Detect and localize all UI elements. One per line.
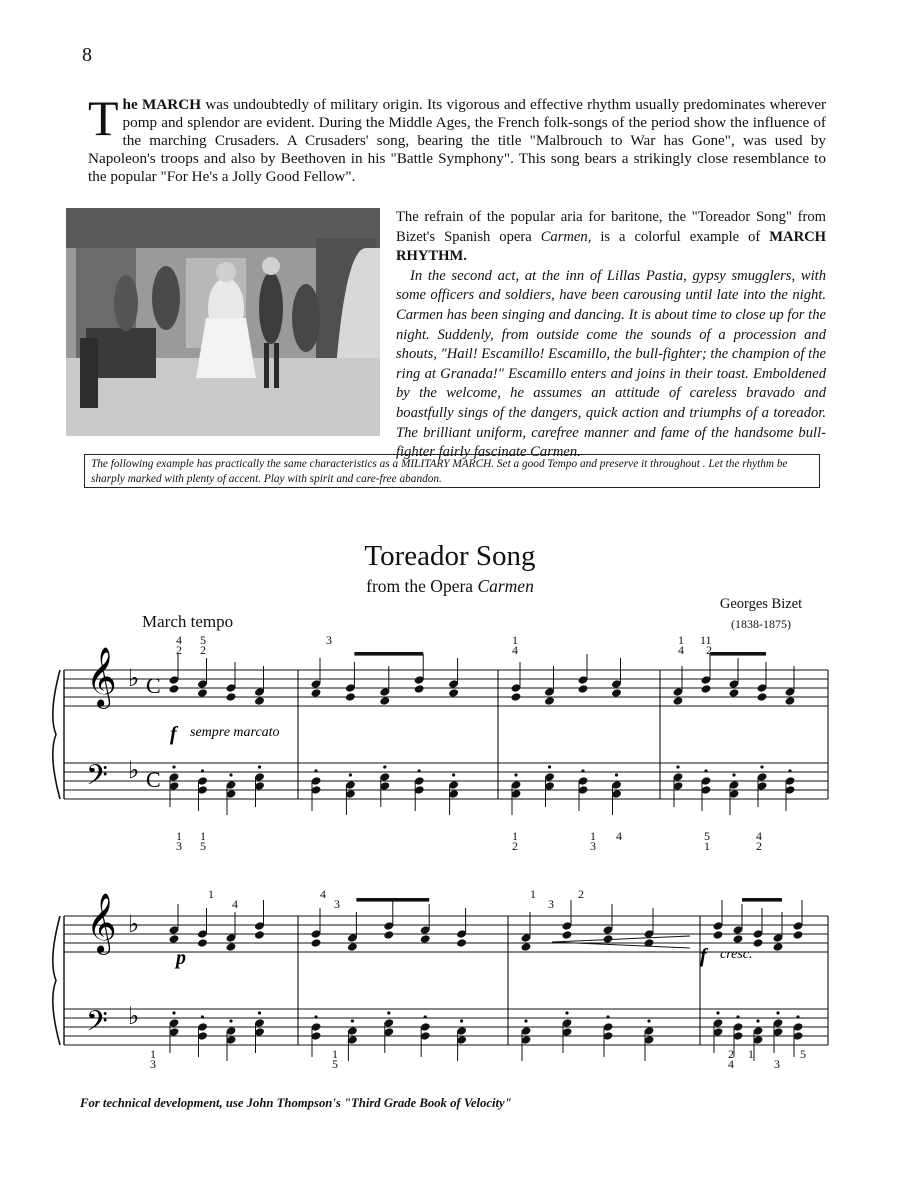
note-head — [753, 938, 764, 948]
instruction-box: The following example has practically the same characteristics as a MILITARY MARCH. Set a good Tempo and preserve it throughout . Let the rhythm be sharply marked with plenty of accent. Play with spirit and care-free abandon. — [84, 454, 820, 488]
staccato-dot — [172, 1011, 175, 1014]
intro-bold-lead: he MARCH — [122, 96, 202, 113]
staccato-dot — [716, 1011, 719, 1014]
song-subtitle: from the Opera Carmen — [366, 576, 534, 596]
note-head — [169, 934, 180, 944]
flat-sign-2: ♭ — [128, 912, 140, 938]
intro-paragraph — [88, 90, 826, 186]
fingering-treble-2: 3 — [548, 897, 554, 911]
staccato-dot — [676, 765, 679, 768]
bass-clef-icon-2: 𝄢 — [86, 1007, 108, 1044]
fingering-treble: 4 — [512, 643, 518, 657]
note-head — [311, 688, 322, 698]
song-title: Toreador Song — [364, 540, 536, 572]
staccato-dot — [349, 773, 352, 776]
staccato-dot — [258, 1011, 261, 1014]
note-head — [713, 930, 724, 940]
note-head — [254, 696, 265, 706]
staccato-dot — [229, 773, 232, 776]
beam — [710, 652, 766, 656]
fingering-bass: 1 — [512, 829, 518, 843]
note-head — [729, 688, 740, 698]
fingering-bass-2: 1 — [748, 1047, 754, 1061]
fingering-bass-2: 5 — [332, 1057, 338, 1071]
note-head — [379, 696, 390, 706]
treble-clef-icon-2: 𝄞 — [86, 895, 117, 952]
note-head — [757, 692, 768, 702]
note-head — [733, 934, 744, 944]
note-head — [345, 692, 356, 702]
fingering-treble: 3 — [326, 633, 332, 647]
fingering-bass: 3 — [176, 839, 182, 853]
fingering-bass-2: 1 — [150, 1047, 156, 1061]
note-head — [197, 938, 208, 948]
fingering-bass-2: 2 — [728, 1047, 734, 1061]
composer-dates: (1838-1875) — [731, 617, 791, 631]
note-head — [169, 684, 180, 694]
note-head — [448, 688, 459, 698]
fingering-bass: 1 — [590, 829, 596, 843]
fingering-treble: 4 — [678, 643, 684, 657]
beam — [354, 652, 423, 656]
staccato-dot — [606, 1015, 609, 1018]
fingering-bass: 4 — [756, 829, 762, 843]
fingering-treble: 1 — [512, 633, 518, 647]
notes — [169, 652, 804, 1061]
staccato-dot — [514, 773, 517, 776]
grand-staff-brace — [53, 670, 60, 799]
staccato-dot — [424, 1015, 427, 1018]
music-score — [0, 600, 900, 1100]
note-head — [785, 696, 796, 706]
fingering-bass-2: 1 — [332, 1047, 338, 1061]
note-head — [773, 942, 784, 952]
beam — [742, 898, 782, 902]
fingering-bass: 4 — [616, 829, 622, 843]
intro-text: was undoubtedly of military origin. Its vigorous and effective rhythm usually predominates wherever pomp and splendor are evident. During the Middle Ages, the French folk-songs of the period show the influence of the marching Crusaders. A Crusaders' song, bearing the title "Malbrouch to War has Gone", was used by Napoleon's troops and also by Beethoven in his "Battle Symphony". This song bears a strikingly close resemblance to the popular "For He's a Jolly Good Fellow". — [88, 96, 826, 185]
fingering-bass: 2 — [756, 839, 762, 853]
drop-cap: T — [88, 90, 119, 146]
fingering-treble: 5 — [200, 633, 206, 647]
staccato-dot — [736, 1015, 739, 1018]
note-head — [226, 692, 237, 702]
staccato-dot — [615, 773, 618, 776]
fingering-bass: 5 — [200, 839, 206, 853]
treble-clef-icon: 𝄞 — [86, 649, 117, 706]
note-head — [254, 930, 265, 940]
fingering-treble-2: 4 — [320, 887, 326, 901]
staccato-dot — [314, 1015, 317, 1018]
note-head — [456, 938, 467, 948]
staccato-dot — [387, 1011, 390, 1014]
cresc-marking: cresc. — [720, 947, 753, 962]
staccato-dot — [460, 1019, 463, 1022]
fingering-bass-2: 3 — [774, 1057, 780, 1071]
staccato-dot — [548, 765, 551, 768]
fingering-treble: 4 — [176, 633, 182, 647]
flat-sign-bass: ♭ — [128, 758, 140, 784]
staccato-dot — [201, 769, 204, 772]
fingering-bass-2: 5 — [800, 1047, 806, 1061]
staccato-dot — [258, 765, 261, 768]
fingering-treble: 1 — [678, 633, 684, 647]
time-signature: C — [146, 673, 161, 698]
note-head — [197, 688, 208, 698]
fingering-bass: 1 — [704, 839, 710, 853]
fingering-treble-2: 4 — [232, 897, 238, 911]
staccato-dot — [172, 765, 175, 768]
flat-sign-bass-2: ♭ — [128, 1004, 140, 1030]
fingering-treble-2: 1 — [208, 887, 214, 901]
staccato-dot — [581, 769, 584, 772]
note-head — [347, 942, 358, 952]
opera-name: Carmen — [540, 228, 588, 245]
time-signature-bass: C — [146, 767, 161, 792]
march-rhythm-label: MARCH RHYTHM. — [396, 228, 826, 265]
note-head — [611, 688, 622, 698]
fingering-bass: 3 — [590, 839, 596, 853]
fingering-treble-2: 3 — [334, 897, 340, 911]
page-number: 8 — [82, 44, 92, 66]
staccato-dot — [452, 773, 455, 776]
staccato-dot — [647, 1019, 650, 1022]
footnote: For technical development, use John Thompson's "Third Grade Book of Velocity" — [80, 1096, 512, 1110]
opera-scene-illustration — [66, 208, 380, 436]
note-head — [414, 684, 425, 694]
staccato-dot — [418, 769, 421, 772]
beam — [356, 898, 429, 902]
bass-clef-icon: 𝄢 — [86, 761, 108, 798]
dynamic-forte-2: f — [700, 945, 707, 967]
staccato-dot — [788, 769, 791, 772]
staccato-dot — [524, 1019, 527, 1022]
staccato-dot — [565, 1011, 568, 1014]
staccato-dot — [760, 765, 763, 768]
aria-story: In the second act, at the inn of Lillas Pastia, gypsy smugglers, with some officers and soldiers, have been carousing until late into the night. Carmen has been singing and dancing. It is about time to close up for the night. Suddenly, from outside come the sounds of a procession and shouts, "Hail! Escamillo! Escamillo, the bull-fighter; the champion of the ring at Granada!" Escamillo enters and joins in their toast. Emboldened by the welcome, he assumes an attitude of careless bravado and boastfully sings of the dangers, quick action and triumphs of a toreador. The brilliant uniform, carefree manner and fame of the handsome bull-fighter fairly fascinate Carmen. — [396, 267, 826, 461]
note-head — [383, 930, 394, 940]
note-head — [521, 942, 532, 952]
fingering-treble-2: 2 — [578, 887, 584, 901]
note-head — [511, 692, 522, 702]
fingering-treble-2: 1 — [530, 887, 536, 901]
fingering-bass: 1 — [176, 829, 182, 843]
tempo-marking: March tempo — [142, 612, 234, 631]
aria-intro: The refrain of the popular aria for baritone, the "Toreador Song" from Bizet's Spanish opera Carmen, is a colorful example of MARCH RHYTHM. — [396, 209, 826, 265]
fingerings — [150, 633, 806, 1071]
note-head — [701, 684, 712, 694]
staccato-dot — [229, 1019, 232, 1022]
fingering-treble: 2 — [706, 643, 712, 657]
staccato-dot — [732, 773, 735, 776]
note-head — [544, 696, 555, 706]
note-head — [793, 930, 804, 940]
sempre-marcato: sempre marcato — [190, 725, 280, 740]
fingering-bass: 2 — [512, 839, 518, 853]
staccato-dot — [201, 1015, 204, 1018]
crescendo-hairpin — [552, 936, 690, 948]
fingering-treble: 2 — [176, 643, 182, 657]
staccato-dot — [704, 769, 707, 772]
fingering-treble: 11 — [700, 633, 712, 647]
staccato-dot — [796, 1015, 799, 1018]
staccato-dot — [351, 1019, 354, 1022]
dynamic-piano: p — [176, 947, 186, 969]
staccato-dot — [314, 769, 317, 772]
fingering-bass: 5 — [704, 829, 710, 843]
note-head — [311, 938, 322, 948]
note-head — [673, 696, 684, 706]
staccato-dot — [776, 1011, 779, 1014]
staccato-dot — [756, 1019, 759, 1022]
fingering-bass: 1 — [200, 829, 206, 843]
composer: Georges Bizet (1838-1875) — [700, 596, 822, 632]
note-head — [562, 930, 573, 940]
fingering-treble: 2 — [200, 643, 206, 657]
note-head — [578, 684, 589, 694]
staccato-dot — [383, 765, 386, 768]
fingering-bass-2: 3 — [150, 1057, 156, 1071]
note-head — [226, 942, 237, 952]
dynamic-forte: f — [170, 723, 177, 745]
fingering-bass-2: 4 — [728, 1057, 734, 1071]
grand-staff-brace — [53, 916, 60, 1045]
flat-sign: ♭ — [128, 666, 140, 692]
note-head — [420, 934, 431, 944]
aria-description — [396, 208, 826, 463]
